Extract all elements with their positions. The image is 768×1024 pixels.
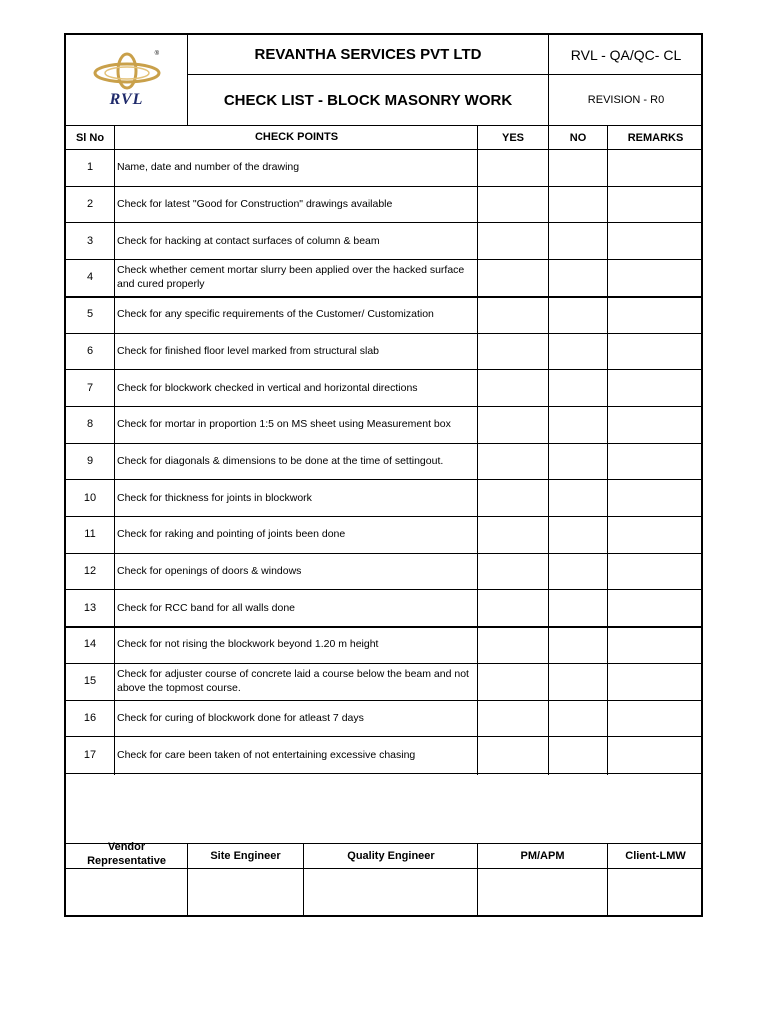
row-number: 16 [83, 711, 97, 724]
grid-line [187, 843, 188, 917]
check-point-text: Check for diagonals & dimensions to be done at the time of settingout. [117, 454, 444, 467]
no-cell[interactable] [549, 589, 607, 626]
sig-box-client[interactable] [608, 869, 703, 917]
row-number: 11 [84, 528, 96, 541]
remarks-cell[interactable] [608, 589, 703, 626]
row-number: 12 [83, 565, 97, 578]
revision-label: REVISION - R0 [587, 94, 665, 106]
yes-cell[interactable] [478, 553, 548, 590]
sig-box-site-engineer[interactable] [188, 869, 303, 917]
document-code: RVL - QA/QC- CL [570, 46, 682, 63]
row-number: 2 [86, 198, 94, 211]
grid-line [477, 843, 478, 917]
sig-box-vendor[interactable] [66, 869, 187, 917]
row-number: 6 [86, 344, 94, 357]
no-cell[interactable] [549, 222, 607, 259]
check-point-text: Check for hacking at contact surfaces of column & beam [117, 234, 380, 247]
no-cell[interactable] [549, 149, 607, 186]
check-point-text: Check for finished floor level marked from structural slab [117, 344, 380, 357]
no-cell[interactable] [549, 553, 607, 590]
yes-cell[interactable] [478, 296, 548, 333]
row-number: 1 [86, 161, 94, 174]
yes-cell[interactable] [478, 479, 548, 516]
check-point-text: Check for mortar in proportion 1:5 on MS sheet using Measurement box [117, 418, 451, 431]
yes-cell[interactable] [478, 443, 548, 480]
row-number: 15 [83, 675, 97, 688]
no-cell[interactable] [549, 369, 607, 406]
no-cell[interactable] [549, 443, 607, 480]
check-point-text: Check for raking and pointing of joints been done [117, 528, 346, 541]
grid-line [607, 125, 608, 775]
yes-cell[interactable] [478, 516, 548, 553]
yes-cell[interactable] [478, 700, 548, 737]
check-point-text: Check for not rising the blockwork beyond 1.20 m height [117, 638, 379, 651]
check-point-text: Check for adjuster course of concrete laid a course below the beam and not above the topmost course. [117, 668, 469, 695]
grid-line [187, 35, 188, 125]
no-cell[interactable] [549, 516, 607, 553]
no-cell[interactable] [549, 736, 607, 773]
no-cell[interactable] [549, 406, 607, 443]
col-header-sl-no: Sl No [75, 131, 105, 144]
yes-cell[interactable] [478, 186, 548, 223]
company-name: REVANTHA SERVICES PVT LTD [254, 46, 482, 63]
row-number: 9 [86, 454, 94, 467]
grid-line [477, 125, 478, 775]
no-cell[interactable] [549, 296, 607, 333]
check-point-text: Check for any specific requirements of the Customer/ Customization [117, 308, 434, 321]
yes-cell[interactable] [478, 589, 548, 626]
sig-header-pm-apm: PM/APM [520, 850, 565, 862]
check-point-text: Check for thickness for joints in blockwork [117, 491, 312, 504]
company-logo [66, 35, 187, 124]
remarks-cell[interactable] [608, 149, 703, 186]
no-cell[interactable] [549, 663, 607, 700]
yes-cell[interactable] [478, 663, 548, 700]
row-number: 7 [86, 381, 94, 394]
row-number: 3 [86, 234, 94, 247]
no-cell[interactable] [549, 700, 607, 737]
remarks-cell[interactable] [608, 369, 703, 406]
row-number: 13 [83, 601, 97, 614]
sig-header-quality-engineer: Quality Engineer [347, 850, 435, 862]
remarks-cell[interactable] [608, 663, 703, 700]
col-header-no: NO [569, 131, 587, 144]
document-title: CHECK LIST - BLOCK MASONRY WORK [223, 91, 513, 109]
yes-cell[interactable] [478, 259, 548, 296]
check-point-text: Check for care been taken of not entertaining excessive chasing [117, 748, 416, 761]
sig-header-site-engineer: Site Engineer [210, 850, 281, 862]
sig-header-vendor: Vendor Representative [87, 841, 166, 867]
remarks-cell[interactable] [608, 186, 703, 223]
rvl-logo-icon [92, 51, 162, 91]
col-header-yes: YES [501, 131, 524, 144]
yes-cell[interactable] [478, 369, 548, 406]
sig-header-client: Client-LMW [625, 850, 686, 862]
remarks-cell[interactable] [608, 296, 703, 333]
remarks-cell[interactable] [608, 736, 703, 773]
row-number: 17 [83, 748, 97, 761]
check-point-text: Check for blockwork checked in vertical and horizontal directions [117, 381, 418, 394]
check-point-text: Name, date and number of the drawing [117, 161, 300, 174]
row-number: 4 [86, 271, 94, 284]
grid-line [548, 125, 549, 775]
grid-line [114, 125, 115, 775]
row-number: 10 [83, 491, 97, 504]
yes-cell[interactable] [478, 626, 548, 663]
yes-cell[interactable] [478, 333, 548, 370]
check-point-text: Check for latest "Good for Construction" drawings available [117, 198, 393, 211]
row-number: 14 [83, 638, 97, 651]
registered-mark: ® [154, 51, 159, 57]
check-point-text: Check whether cement mortar slurry been applied over the hacked surface and cured properly [117, 264, 465, 291]
col-header-remarks: REMARKS [627, 131, 684, 144]
grid-line [303, 843, 304, 917]
yes-cell[interactable] [478, 736, 548, 773]
yes-cell[interactable] [478, 406, 548, 443]
remarks-cell[interactable] [608, 553, 703, 590]
check-point-text: Check for RCC band for all walls done [117, 601, 295, 614]
no-cell[interactable] [549, 186, 607, 223]
row-number: 8 [86, 418, 94, 431]
remarks-cell[interactable] [608, 259, 703, 296]
no-cell[interactable] [549, 259, 607, 296]
logo-text: RVL [109, 90, 144, 108]
remarks-cell[interactable] [608, 406, 703, 443]
remarks-cell[interactable] [608, 443, 703, 480]
remarks-cell[interactable] [608, 626, 703, 663]
sig-box-quality-engineer[interactable] [304, 869, 478, 917]
yes-cell[interactable] [478, 222, 548, 259]
col-header-check-points: CHECK POINTS [254, 130, 339, 143]
row-number: 5 [86, 308, 94, 321]
no-cell[interactable] [549, 479, 607, 516]
remarks-cell[interactable] [608, 333, 703, 370]
checklist-sheet [64, 33, 703, 917]
check-point-text: Check for curing of blockwork done for atleast 7 days [117, 711, 364, 724]
yes-cell[interactable] [478, 149, 548, 186]
check-point-text: Check for openings of doors & windows [117, 565, 302, 578]
remarks-cell[interactable] [608, 516, 703, 553]
remarks-cell[interactable] [608, 222, 703, 259]
no-cell[interactable] [549, 626, 607, 663]
remarks-cell[interactable] [608, 479, 703, 516]
no-cell[interactable] [549, 333, 607, 370]
sig-box-pm-apm[interactable] [478, 869, 607, 917]
remarks-cell[interactable] [608, 700, 703, 737]
grid-line [548, 35, 549, 125]
grid-line [187, 74, 703, 75]
grid-line [607, 843, 608, 917]
